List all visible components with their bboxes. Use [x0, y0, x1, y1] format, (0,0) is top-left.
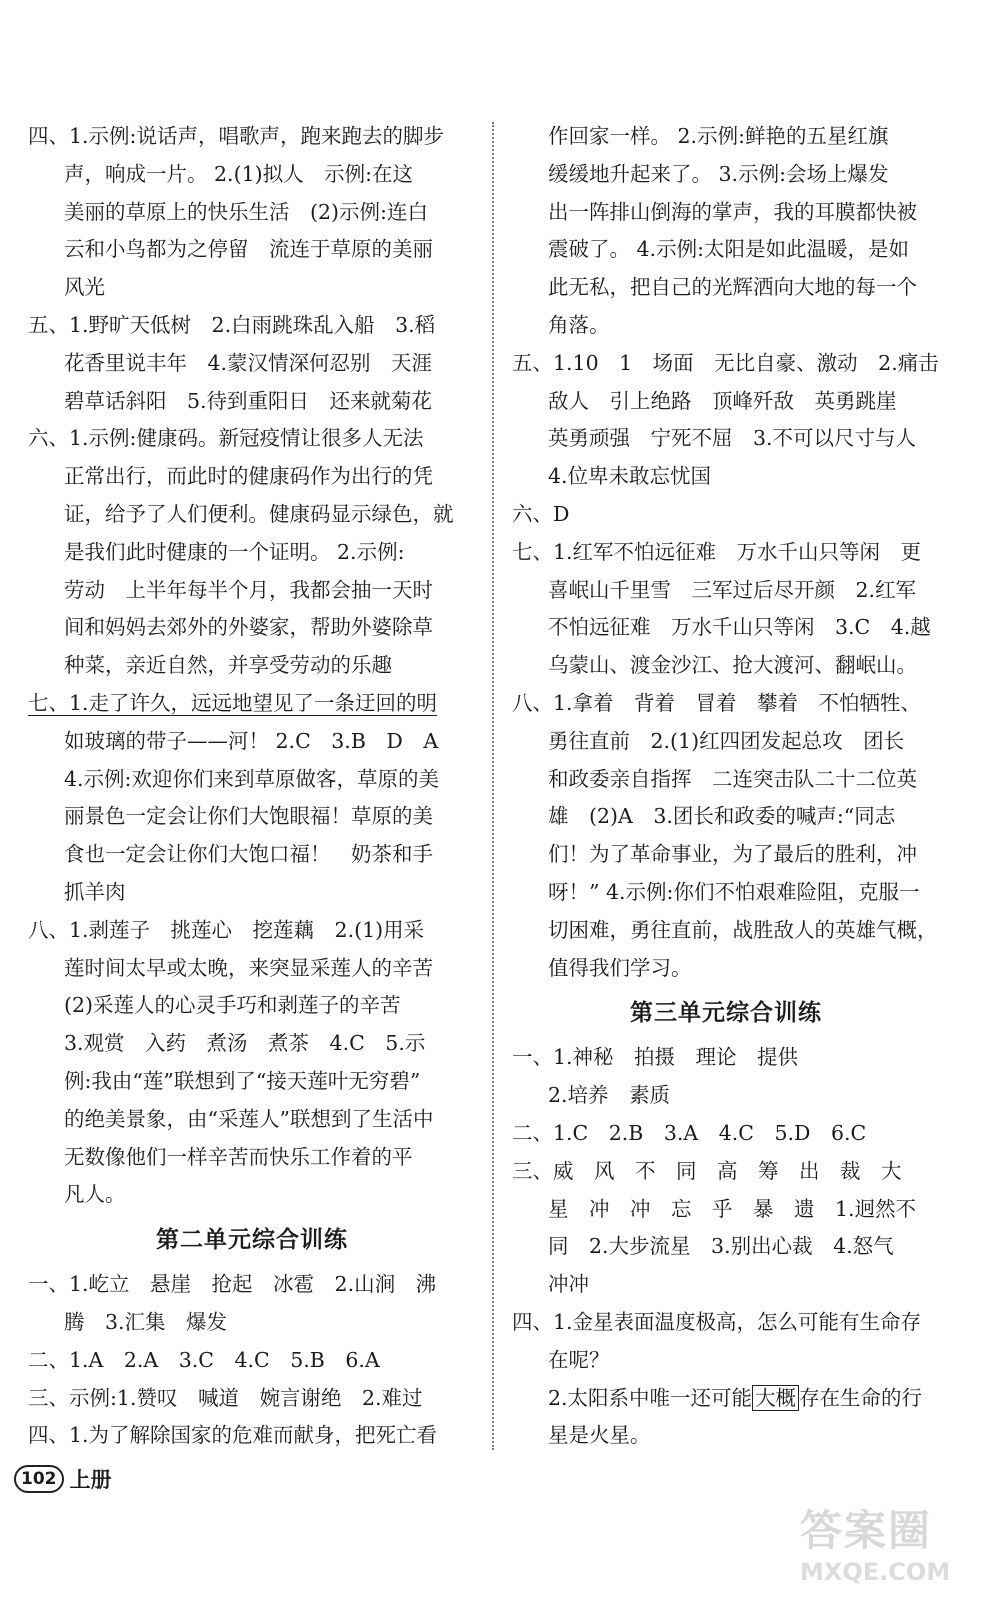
volume-label: 上册	[69, 1468, 112, 1492]
text-line: 冲冲	[548, 1272, 589, 1297]
text-line: 此无私，把自己的光辉洒向大地的每一个	[548, 275, 917, 300]
text-line: 七、1.红军不怕远征难 万水千山只等闲 更	[512, 539, 922, 564]
text-line: 声，响成一片。 2.(1)拟人 示例:在这	[64, 161, 414, 186]
text-line: 星 冲 冲 忘 乎 暴 遗 1.迥然不	[548, 1196, 917, 1221]
text-line: 正常出行，而此时的健康码作为出行的凭	[64, 464, 433, 489]
text-line: 六、D	[512, 501, 570, 526]
page-number: 102	[14, 1465, 64, 1493]
column-divider	[492, 122, 494, 1450]
text-line: 腾 3.汇集 爆发	[64, 1309, 228, 1334]
text-line: 三、威 风 不 同 高 筹 出 裁 大	[512, 1158, 902, 1183]
page-footer	[14, 1464, 112, 1494]
text-line: 喜岷山千里雪 三军过后尽开颜 2.红军	[548, 577, 917, 602]
text-line: 震破了。 4.示例:太阳是如此温暖，是如	[548, 237, 909, 262]
text-line: 一、1.屹立 悬崖 抢起 冰雹 2.山涧 沸	[28, 1272, 437, 1297]
text-line: 六、1.示例:健康码。新冠疫情让很多人无法	[28, 426, 424, 451]
text-line: 缓缓地升起来了。 3.示例:会场上爆发	[548, 161, 889, 186]
text-line: 作回家一样。 2.示例:鲜艳的五星红旗	[548, 124, 889, 148]
text-line: 间和妈妈去郊外的外婆家，帮助外婆除草	[64, 615, 433, 640]
text-line: 的绝美景象，由“采莲人”联想到了生活中	[64, 1106, 434, 1131]
text-line: 丽景色一定会让你们大饱眼福！草原的美	[64, 804, 433, 829]
text-line: 种菜，亲近自然，并享受劳动的乐趣	[64, 653, 392, 678]
boxed-word: 大概	[752, 1385, 799, 1411]
text-line: 同 2.大步流星 3.别出心裁 4.怒气	[548, 1234, 894, 1259]
text-line: 值得我们学习。	[548, 955, 692, 980]
text-line: 英勇顽强 宁死不屈 3.不可以尺寸与人	[548, 426, 917, 451]
right-column	[512, 118, 940, 1455]
text-line	[512, 1380, 940, 1418]
text-line: 四、1.为了解除国家的危难而献身，把死亡看	[28, 1423, 438, 1448]
text-line: 食也一定会让你们大饱口福！ 奶茶和手	[64, 842, 433, 867]
text-line: 出一阵排山倒海的掌声，我的耳膜都快被	[548, 199, 917, 224]
text-line: 2.培养 素质	[548, 1083, 671, 1108]
text-line: 呀！” 4.示例:你们不怕艰难险阻，克服一	[548, 879, 920, 904]
text-line: 例:我由“莲”联想到了“接天莲叶无穷碧”	[64, 1068, 421, 1093]
left-column	[28, 118, 476, 1455]
text-line: 五、1.野旷天低树 2.白雨跳珠乱入船 3.稻	[28, 312, 436, 337]
section-title: 第三单元综合训练	[630, 1000, 822, 1027]
text-line: 无数像他们一样辛苦而快乐工作着的平	[64, 1144, 413, 1169]
watermark	[800, 1498, 980, 1593]
text-line: 美丽的草原上的快乐生活 (2)示例:连白	[64, 199, 428, 224]
text-line: 和政委亲自指挥 二连突击队二十二位英	[548, 766, 917, 791]
text-segment: 存在生命的行	[799, 1385, 923, 1410]
text-line: 勇往直前 2.(1)红四团发起总攻 团长	[548, 728, 905, 753]
text-line: 四、1.示例:说话声，唱歌声，跑来跑去的脚步	[28, 124, 444, 148]
text-line: 风光	[64, 275, 105, 300]
text-line: 碧草话斜阳 5.待到重阳日 还来就菊花	[64, 388, 433, 413]
section-title: 第二单元综合训练	[156, 1227, 348, 1254]
text-line: 花香里说丰年 4.蒙汉情深何忍别 天涯	[64, 350, 433, 375]
text-line: 敌人 引上绝路 顶峰歼敌 英勇跳崖	[548, 388, 897, 413]
text-line: 不怕远征难 万水千山只等闲 3.C 4.越	[548, 615, 931, 640]
text-line: 四、1.金星表面温度极高，怎么可能有生命存	[512, 1309, 922, 1334]
text-line: 雄 (2)A 3.团长和政委的喊声:“同志	[548, 804, 896, 829]
text-line: 们！为了革命事业，为了最后的胜利，冲	[548, 842, 917, 867]
text-line: 如玻璃的带子——河！ 2.C 3.B D A	[64, 728, 439, 753]
text-line: (2)采莲人的心灵手巧和剥莲子的辛苦	[64, 993, 401, 1018]
text-line: 4.位卑未敢忘忧国	[548, 464, 712, 489]
text-line: 劳动 上半年每半个月，我都会抽一天时	[64, 577, 433, 602]
underlined-text: 七、1.走了许久，远远地望见了一条迂回的明	[28, 690, 438, 715]
text-line: 二、1.C 2.B 3.A 4.C 5.D 6.C	[512, 1120, 867, 1145]
text-line: 云和小鸟都为之停留 流连于草原的美丽	[64, 237, 433, 262]
text-line: 是我们此时健康的一个证明。 2.示例:	[64, 539, 405, 564]
watermark-url: MXQE.COM	[800, 1558, 951, 1586]
text-line	[28, 685, 476, 723]
text-line: 4.示例:欢迎你们来到草原做客，草原的美	[64, 766, 439, 791]
text-line: 八、1.拿着 背着 冒着 攀着 不怕牺牲、	[512, 690, 922, 715]
text-line: 抓羊肉	[64, 879, 126, 904]
text-line: 三、示例:1.赞叹 喊道 婉言谢绝 2.难过	[28, 1385, 423, 1410]
text-line: 五、1.10 1 场面 无比自豪、激动 2.痛击	[512, 350, 939, 375]
text-line: 一、1.神秘 拍摄 理论 提供	[512, 1045, 799, 1070]
watermark-logo: 答案圈	[800, 1506, 933, 1555]
text-line: 角落。	[548, 312, 610, 337]
text-line: 星是火星。	[548, 1423, 651, 1448]
text-line: 二、1.A 2.A 3.C 4.C 5.B 6.A	[28, 1347, 380, 1372]
text-line: 乌蒙山、渡金沙江、抢大渡河、翻岷山。	[548, 653, 917, 678]
text-line: 莲时间太早或太晚，来突显采莲人的辛苦	[64, 955, 433, 980]
text-line: 在呢？	[548, 1347, 610, 1372]
text-line: 凡人。	[64, 1182, 126, 1207]
text-segment: 2.太阳系中唯一还可能	[548, 1385, 753, 1410]
text-line: 八、1.剥莲子 挑莲心 挖莲藕 2.(1)用采	[28, 917, 425, 942]
text-line: 切困难，勇往直前，战胜敌人的英雄气概，	[548, 917, 938, 942]
text-line: 3.观赏 入药 煮汤 煮茶 4.C 5.示	[64, 1031, 426, 1056]
text-line: 证，给予了人们便利。健康码显示绿色，就	[64, 501, 454, 526]
